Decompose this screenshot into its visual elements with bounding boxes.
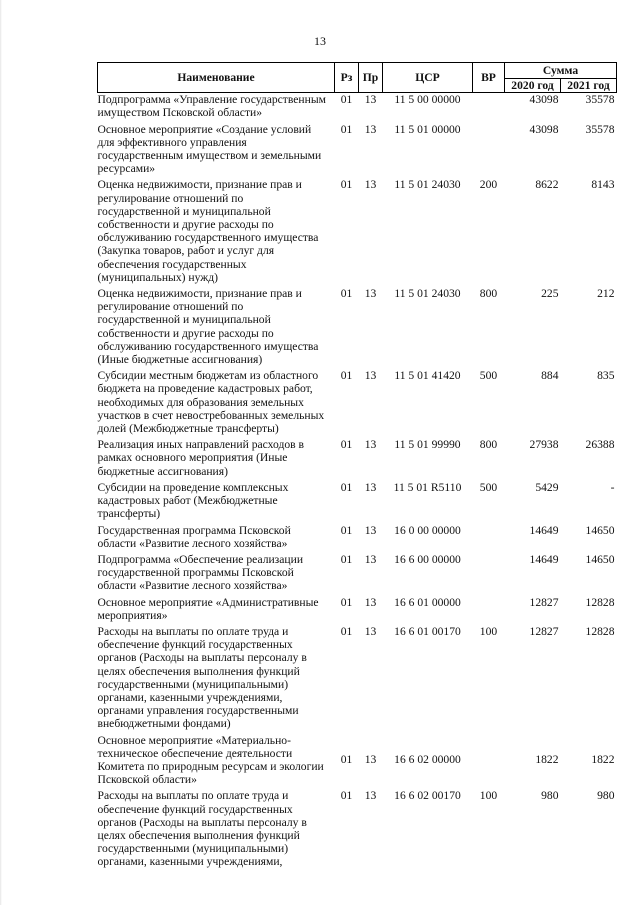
row-pr: 13 [364, 287, 377, 301]
row-amount-2020: 14649 [529, 523, 559, 537]
table-row [98, 524, 617, 553]
row-amount-2020: 43098 [529, 93, 559, 107]
row-name: Расходы на выплаты по оплате труда и обеспечение функций государственных органов (Расходы на выплаты персоналу в целях обеспечения выполнения функций государственными (муниципальными) органами, казенными учреждениями, органами управления государственными внебюджетными фондами) [97, 624, 307, 731]
row-vr: 100 [479, 789, 498, 803]
row-amount-2020: 884 [541, 369, 559, 383]
scan-edge [0, 0, 2, 905]
row-amount-2021: 14650 [585, 552, 615, 566]
row-amount-2021: 12828 [585, 595, 615, 609]
row-rz: 01 [340, 595, 353, 609]
row-amount-2021: 35578 [585, 122, 615, 136]
header-year-2021: 2021 год [561, 79, 617, 93]
row-csr: 16 6 01 00000 [394, 595, 461, 609]
table-row [98, 625, 617, 734]
row-csr: 16 0 00 00000 [394, 523, 461, 537]
row-amount-2020: 5429 [535, 480, 559, 494]
row-amount-2020: 43098 [529, 122, 559, 136]
row-amount-2021: 1822 [591, 753, 615, 767]
row-csr: 11 5 00 00000 [394, 93, 461, 107]
row-pr: 13 [364, 369, 377, 383]
row-name: Оценка недвижимости, признание прав и регулирование отношений по государственной и муниципальной собственности и другие расходы по обслуживанию государственного имущества (Иные бюджетные ассигнования) [97, 287, 319, 367]
row-vr: 200 [479, 178, 498, 192]
row-name: Оценка недвижимости, признание прав и регулирование отношений по государственной и муниципальной собственности и другие расходы по обслуживанию государственного имущества (Закупка товаров, работ и услуг для обеспечения государственных (муниципальных) нужд) [97, 178, 319, 284]
row-amount-2020: 980 [541, 789, 559, 803]
row-amount-2021: 12828 [585, 624, 615, 638]
row-amount-2021: - [610, 480, 615, 494]
row-pr: 13 [364, 178, 377, 192]
row-csr: 11 5 01 R5110 [393, 480, 462, 494]
row-csr: 16 6 02 00000 [394, 753, 461, 767]
row-rz: 01 [340, 438, 353, 452]
header-year-2020: 2020 год [505, 79, 561, 93]
row-amount-2020: 8622 [535, 178, 559, 192]
row-pr: 13 [364, 753, 377, 767]
header-sum: Сумма [505, 63, 617, 79]
table-row [98, 734, 617, 790]
row-rz: 01 [340, 122, 353, 136]
table-row [98, 789, 617, 871]
row-name: Государственная программа Псковской области «Развитие лесного хозяйства» [97, 523, 291, 550]
row-amount-2021: 835 [597, 369, 615, 383]
row-amount-2021: 35578 [585, 93, 615, 107]
row-csr: 11 5 01 24030 [394, 178, 461, 192]
row-amount-2020: 1822 [535, 753, 559, 767]
table-row [98, 438, 617, 481]
header-csr: ЦСР [383, 63, 473, 93]
row-csr: 16 6 00 00000 [394, 552, 461, 566]
row-amount-2020: 27938 [529, 438, 559, 452]
table-row [98, 287, 617, 369]
row-pr: 13 [364, 438, 377, 452]
row-rz: 01 [340, 552, 353, 566]
row-rz: 01 [340, 480, 353, 494]
row-csr: 11 5 01 24030 [394, 287, 461, 301]
row-vr [473, 524, 505, 553]
row-csr: 11 5 01 99990 [394, 438, 461, 452]
row-vr [473, 734, 505, 790]
row-rz: 01 [340, 523, 353, 537]
row-vr: 800 [479, 438, 498, 452]
table-body [98, 93, 617, 872]
row-name: Расходы на выплаты по оплате труда и обеспечение функций государственных органов (Расходы на выплаты персоналу в целях обеспечения выполнения функций государственными (муниципальными) органами, казенными учреждениями, [97, 789, 307, 869]
row-pr: 13 [364, 93, 377, 107]
row-amount-2020: 12827 [529, 624, 559, 638]
row-rz: 01 [340, 369, 353, 383]
row-vr [473, 93, 505, 123]
row-csr: 11 5 01 00000 [394, 122, 461, 136]
table-row [98, 553, 617, 596]
row-pr: 13 [364, 789, 377, 803]
row-name: Реализация иных направлений расходов в рамках основного мероприятия (Иные бюджетные ассигнования) [97, 438, 304, 478]
row-amount-2020: 12827 [529, 595, 559, 609]
row-rz: 01 [340, 624, 353, 638]
row-pr: 13 [364, 523, 377, 537]
row-pr: 13 [364, 595, 377, 609]
row-name: Подпрограмма «Обеспечение реализации государственной программы Псковской области «Развитие лесного хозяйства» [97, 552, 304, 593]
row-vr: 100 [479, 624, 498, 638]
row-vr [473, 123, 505, 179]
row-amount-2020: 14649 [529, 552, 559, 566]
row-rz: 01 [340, 178, 353, 192]
budget-table [97, 62, 617, 872]
row-name: Основное мероприятие «Создание условий для эффективного управления государственным имуществом и земельными ресурсами» [97, 122, 322, 176]
header-pr: Пр [359, 63, 383, 93]
table-row [98, 123, 617, 179]
row-pr: 13 [364, 122, 377, 136]
row-vr: 800 [479, 287, 498, 301]
row-name: Основное мероприятие «Материально-техническое обеспечение деятельности Комитета по природным ресурсам и экологии Псковской области» [97, 733, 324, 787]
page-number: 13 [314, 34, 326, 48]
row-vr [473, 596, 505, 625]
row-vr: 500 [479, 480, 498, 494]
header-name: Наименование [98, 63, 335, 93]
row-amount-2021: 980 [597, 789, 615, 803]
table-row [98, 93, 617, 123]
table-row [98, 596, 617, 625]
header-vr: ВР [473, 63, 505, 93]
row-amount-2021: 212 [597, 287, 615, 301]
row-amount-2021: 26388 [585, 438, 615, 452]
row-csr: 16 6 02 00170 [394, 789, 461, 803]
table-row [98, 369, 617, 438]
header-rz: Рз [335, 63, 359, 93]
row-name: Основное мероприятие «Административные мероприятия» [97, 595, 319, 622]
row-amount-2020: 225 [541, 287, 559, 301]
row-vr: 500 [479, 369, 498, 383]
table-row [98, 481, 617, 524]
row-amount-2021: 14650 [585, 523, 615, 537]
row-rz: 01 [340, 753, 353, 767]
row-rz: 01 [340, 93, 353, 107]
row-name: Подпрограмма «Управление государственным имуществом Псковской области» [97, 93, 326, 120]
row-rz: 01 [340, 789, 353, 803]
row-pr: 13 [364, 552, 377, 566]
row-vr [473, 553, 505, 596]
row-name: Субсидии на проведение комплексных кадастровых работ (Межбюджетные трансферты) [97, 480, 289, 521]
table-header [98, 63, 617, 93]
row-csr: 16 6 01 00170 [394, 624, 461, 638]
row-rz: 01 [340, 287, 353, 301]
row-pr: 13 [364, 480, 377, 494]
row-amount-2021: 8143 [591, 178, 615, 192]
row-name: Субсидии местным бюджетам из областного бюджета на проведение кадастровых работ, необходимых для образования земельных участков в счет невостребованных земельных долей (Межбюджетные трансферты) [97, 369, 325, 436]
row-pr: 13 [364, 624, 377, 638]
row-csr: 11 5 01 41420 [394, 369, 461, 383]
table-row [98, 178, 617, 287]
